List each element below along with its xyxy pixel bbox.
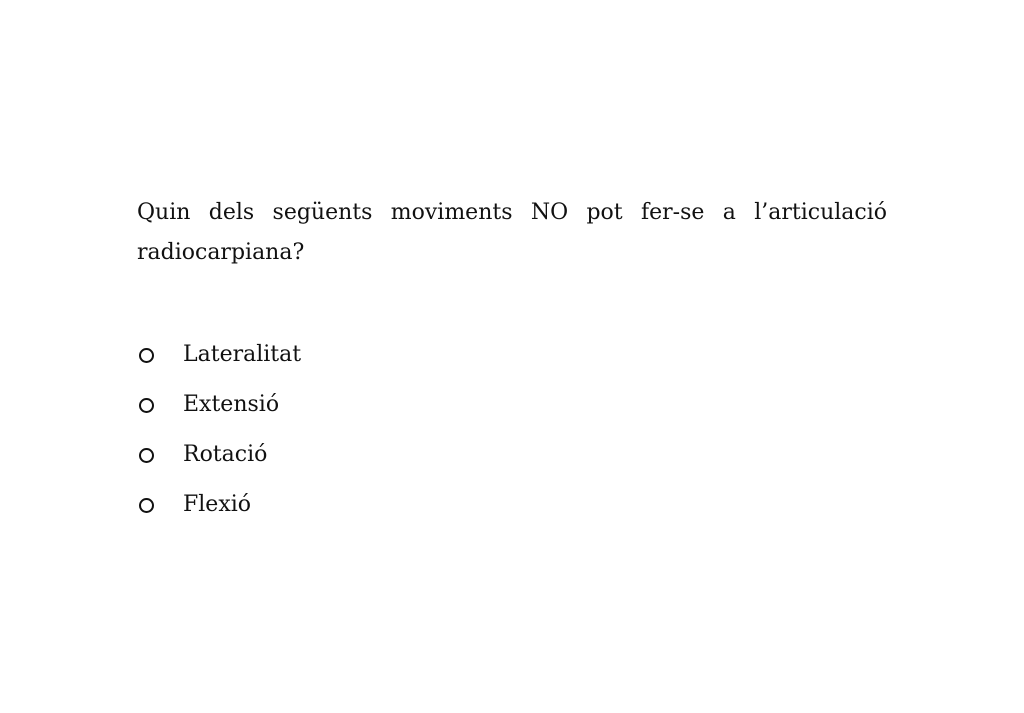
radio-button[interactable] xyxy=(139,348,154,363)
answer-options xyxy=(137,330,301,530)
radio-button[interactable] xyxy=(139,498,154,513)
radio-button[interactable] xyxy=(139,398,154,413)
option-extensio[interactable] xyxy=(137,380,301,430)
option-flexio[interactable] xyxy=(137,480,301,530)
option-label: Rotació xyxy=(183,442,268,467)
option-rotacio[interactable] xyxy=(137,430,301,480)
option-label: Extensió xyxy=(183,392,280,417)
option-label: Lateralitat xyxy=(183,342,302,367)
option-lateralitat[interactable] xyxy=(137,330,301,380)
option-label: Flexió xyxy=(183,492,252,517)
radio-button[interactable] xyxy=(139,448,154,463)
question-text: Quin dels següents moviments NO pot fer-se a l’articulació radiocarpiana? xyxy=(137,200,887,265)
